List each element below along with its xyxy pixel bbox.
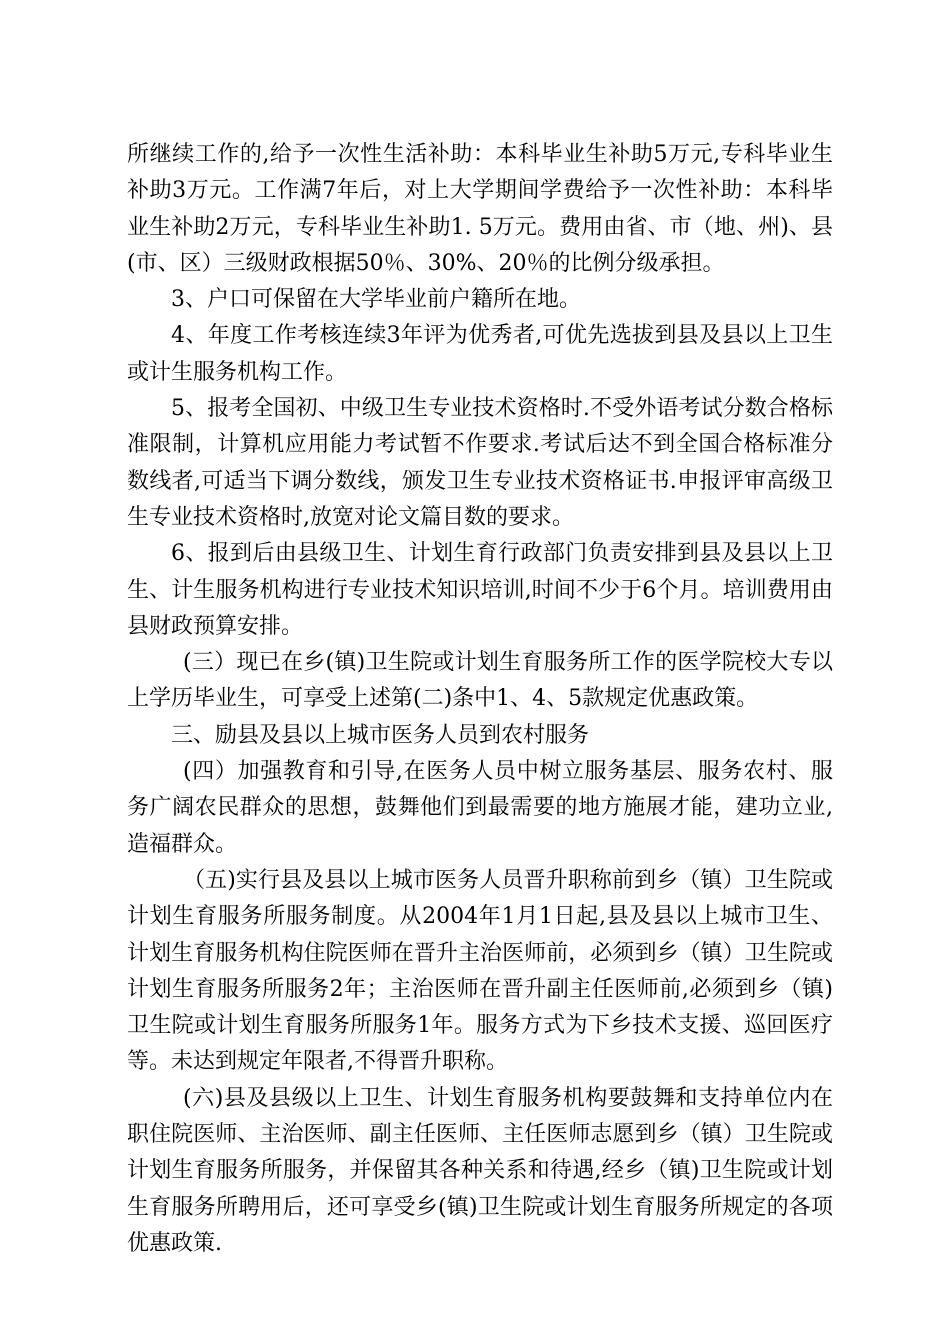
paragraph-section-3: (三）现已在乡(镇)卫生院或计划生育服务所工作的医学院校大专以上学历毕业生，可享受上述第(二)条中1、4、5款规定优惠政策。 [127, 650, 833, 712]
paragraph-continuation-subsidy: 所继续工作的,给予一次性生活补助：本科毕业生补助5万元,专科毕业生补助3万元。工作满7年后，对上大学期间学费给予一次性补助：本科毕业生补助2万元，专科毕业生补助1. 5万元。费用由省、市（地、州)、县(市、区）三级财政根据50％、30%、20％的比例分级承担。 [127, 142, 833, 276]
paragraph-section-6: (六)县及县级以上卫生、计划生育服务机构要鼓舞和支持单位内在职住院医师、主治医师、副主任医师、主任医师志愿到乡（镇）卫生院或计划生育服务所服务，并保留其各种关系和待遇,经乡（镇)卫生院或计划生育服务所聘用后，还可享受乡(镇)卫生院或计划生育服务所规定的各项优惠政策. [127, 1085, 833, 1256]
paragraph-section-5: （五)实行县及县以上城市医务人员晋升职称前到乡（镇）卫生院或计划生育服务所服务制度。从2004年1月1日起,县及县以上城市卫生、计划生育服务机构住院医师在晋升主治医师前，必须到乡（镇）卫生院或计划生育服务所服务2年；主治医师在晋升副主任医师前,必须到乡（镇)卫生院或计划生育服务所服务1年。服务方式为下乡技术支援、巡回医疗等。未达到规定年限者,不得晋升职称。 [127, 867, 833, 1075]
paragraph-section-4: (四）加强教育和引导,在医务人员中树立服务基层、服务农村、服务广阔农民群众的思想，鼓舞他们到最需要的地方施展才能，建功立业,造福群众。 [127, 759, 833, 857]
paragraph-item-4-assessment: 4、年度工作考核连续3年评为优秀者,可优先选拔到县及县以上卫生或计生服务机构工作。 [127, 323, 833, 385]
paragraph-item-3-household: 3、户口可保留在大学毕业前户籍所在地。 [171, 287, 581, 313]
document-page [127, 137, 833, 1262]
section-heading-3: 三、励县及县以上城市医务人员到农村服务 [171, 722, 590, 748]
paragraph-item-5-qualification: 5、报考全国初、中级卫生专业技术资格时.不受外语考试分数合格标准限制，计算机应用能力考试暂不作要求.考试后达不到全国合格标准分数线者,可适当下调分数线，颁发卫生专业技术资格证书.申报评审高级卫生专业技术资格时,放宽对论文篇目数的要求。 [127, 396, 833, 530]
paragraph-item-6-training: 6、报到后由县级卫生、计划生育行政部门负责安排到县及县以上卫生、计生服务机构进行专业技术知识培训,时间不少于6个月。培训费用由县财政预算安排。 [127, 541, 833, 639]
